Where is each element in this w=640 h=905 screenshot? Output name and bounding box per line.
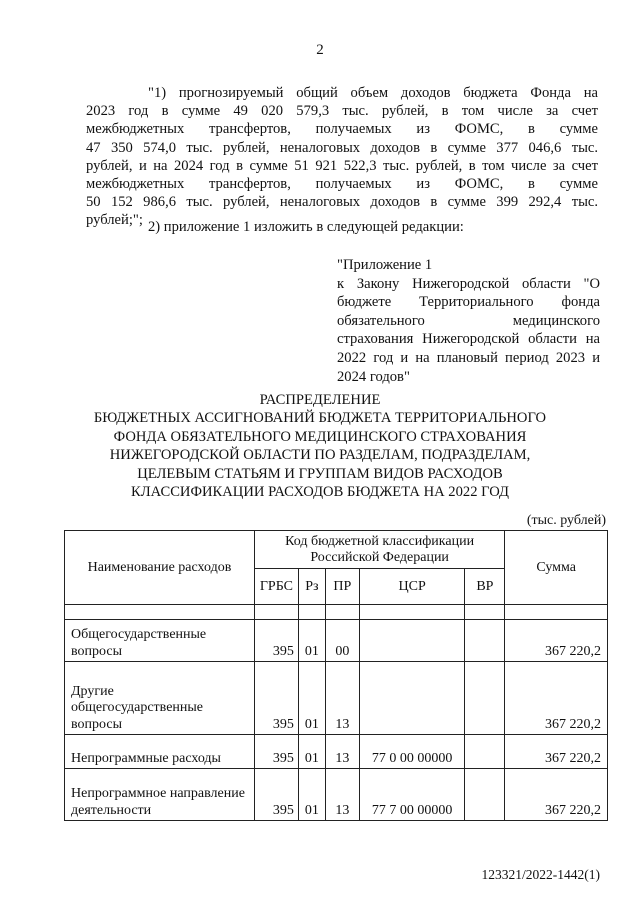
page-number: 2 (316, 42, 324, 58)
table-row (65, 620, 608, 662)
paragraph-line: рублей, и на 2024 год в сумме 51 921 522,3 тыс. рублей, в том числе за счет (86, 157, 598, 174)
cell-csr (359, 620, 465, 662)
cell-sum: 367 220,2 (505, 662, 608, 735)
header-rz: Рз (298, 569, 325, 605)
title-line: ФОНДА ОБЯЗАТЕЛЬНОГО МЕДИЦИНСКОГО СТРАХОВАНИЯ (113, 428, 527, 445)
appendix-line: страхования Нижегородской области на (337, 331, 600, 348)
paragraph-line: межбюджетных трансфертов, получаемых из ФОМС, в сумме (86, 175, 598, 192)
table-row (65, 662, 608, 735)
cell-name: Общегосударственные вопросы (65, 620, 255, 662)
title-line: ЦЕЛЕВЫМ СТАТЬЯМ И ГРУППАМ ВИДОВ РАСХОДОВ (137, 465, 503, 482)
appendix-line: бюджете Территориального фонда (337, 294, 600, 311)
paragraph-line: 2023 год в сумме 49 020 579,3 тыс. рублей, в том числе за счет (86, 103, 598, 120)
header-grbs: ГРБС (254, 569, 298, 605)
paragraph-line: 50 152 986,6 тыс. рублей, неналоговых доходов в сумме 399 292,4 тыс. (86, 194, 598, 211)
cell-sum: 367 220,2 (505, 620, 608, 662)
document-title (0, 391, 640, 501)
cell-name: Другие общегосударственные вопросы (65, 662, 255, 735)
appendix-line: обязательного медицинского (337, 312, 600, 329)
title-line: РАСПРЕДЕЛЕНИЕ (259, 392, 381, 408)
cell-rz: 01 (298, 769, 325, 821)
table-row (65, 735, 608, 769)
cell-pr: 13 (325, 662, 359, 735)
document-code: 123321/2022-1442(1) (481, 867, 600, 882)
header-csr: ЦСР (359, 569, 465, 605)
cell-rz: 01 (298, 662, 325, 735)
table-header-row (65, 531, 608, 569)
appendix-line: к Закону Нижегородской области "О (337, 275, 600, 292)
header-name: Наименование расходов (65, 531, 255, 605)
title-line: КЛАССИФИКАЦИИ РАСХОДОВ БЮДЖЕТА НА 2022 ГОД (131, 484, 509, 501)
cell-pr: 00 (325, 620, 359, 662)
appendix-header (337, 256, 600, 386)
paragraph-line: "1) прогнозируемый общий объем доходов бюджета Фонда на (148, 85, 598, 101)
cell-vr (465, 662, 505, 735)
paragraph-appendix-change: 2) приложение 1 изложить в следующей редакции: (148, 219, 464, 235)
title-line: НИЖЕГОРОДСКОЙ ОБЛАСТИ ПО РАЗДЕЛАМ, ПОДРАЗДЕЛАМ, (109, 447, 531, 464)
cell-vr (465, 620, 505, 662)
appendix-line: 2022 год и на плановый период 2023 и (337, 349, 600, 366)
cell-grbs: 395 (254, 769, 298, 821)
cell-rz: 01 (298, 620, 325, 662)
table-spacer-row (65, 605, 608, 620)
cell-name: Непрограммные расходы (65, 735, 255, 769)
cell-sum: 367 220,2 (505, 735, 608, 769)
appendix-line: 2024 годов" (337, 368, 410, 385)
cell-name: Непрограммное направление деятельности (65, 769, 255, 821)
cell-sum: 367 220,2 (505, 769, 608, 821)
header-pr: ПР (325, 569, 359, 605)
cell-grbs: 395 (254, 662, 298, 735)
cell-vr (465, 769, 505, 821)
header-vr: ВР (465, 569, 505, 605)
cell-csr: 77 7 00 00000 (359, 769, 465, 821)
paragraph-line: межбюджетных трансфертов, получаемых из ФОМС, в сумме (86, 121, 598, 138)
paragraph-revenue-forecast (86, 84, 598, 230)
cell-pr: 13 (325, 735, 359, 769)
cell-grbs: 395 (254, 620, 298, 662)
title-line: БЮДЖЕТНЫХ АССИГНОВАНИЙ БЮДЖЕТА ТЕРРИТОРИАЛЬНОГО (93, 410, 547, 427)
header-sum: Сумма (505, 531, 608, 605)
cell-grbs: 395 (254, 735, 298, 769)
cell-pr: 13 (325, 769, 359, 821)
budget-table (64, 530, 608, 821)
table-row (65, 769, 608, 821)
cell-csr: 77 0 00 00000 (359, 735, 465, 769)
appendix-line: "Приложение 1 (337, 257, 433, 273)
cell-vr (465, 735, 505, 769)
cell-csr (359, 662, 465, 735)
header-code-group: Код бюджетной классификации Российской Федерации (254, 531, 504, 569)
paragraph-line: рублей;"; (86, 212, 143, 229)
cell-rz: 01 (298, 735, 325, 769)
paragraph-line: 47 350 574,0 тыс. рублей, неналоговых доходов в сумме 377 046,6 тыс. (86, 139, 598, 156)
units-label: (тыс. рублей) (526, 513, 606, 528)
